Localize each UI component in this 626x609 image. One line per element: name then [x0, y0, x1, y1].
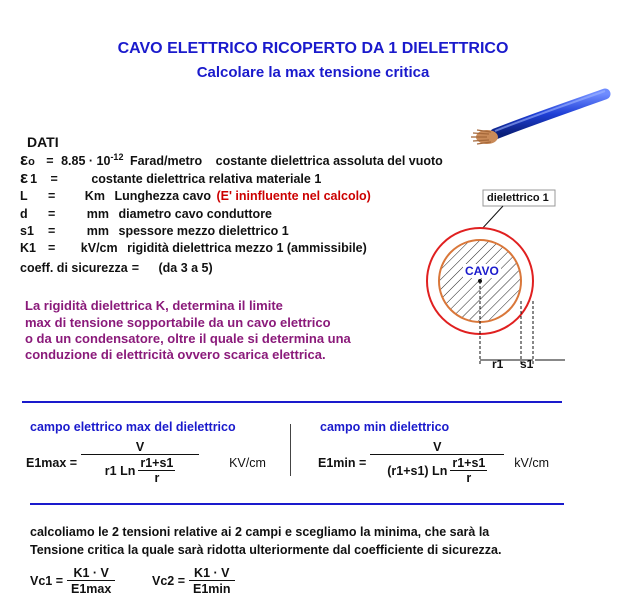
r1-label: r1 [492, 357, 504, 371]
campo-max-title: campo elettrico max del dielettrico [30, 420, 236, 434]
data-row-safety: coeff. di sicurezza = (da 3 a 5) [20, 261, 213, 275]
formula-e1max: E1max = V r1 Ln r1+s1 r KV/cm [26, 440, 266, 485]
s1-label: s1 [520, 357, 534, 371]
paragraph-line-4: conduzione di elettricità ovvero scarica elettrica. [25, 347, 326, 362]
formula-vc2: Vc2 = $\frac{K1 \cdot V}{E1\min}$ [152, 566, 235, 596]
formula-divider [290, 424, 291, 476]
data-row-length: L = Km Lunghezza cavo (E' ininfluente nel calcolo) [20, 189, 371, 203]
separator-bottom [30, 503, 564, 505]
paragraph-line-1: La rigidità dielettrica K, determina il limite [25, 298, 283, 313]
core-label: CAVO [465, 264, 499, 278]
cable-cross-section-diagram [415, 186, 565, 378]
cable-image [465, 82, 615, 152]
formula-vc1: Vc1 = $\frac{K1 \cdot V}{E1\max}$ [30, 566, 115, 596]
separator-top [22, 401, 562, 403]
paragraph-line-2: max di tensione sopportabile da un cavo elettrico [25, 315, 331, 330]
page-title: CAVO ELETTRICO RICOPERTO DA 1 DIELETTRICO [117, 40, 509, 57]
data-row-thickness: s1 = mm spessore mezzo dielettrico 1 [20, 224, 289, 238]
paragraph-line-3: o da un condensatore, oltre il quale si determina una [25, 331, 351, 346]
data-row-diameter: d = mm diametro cavo conduttore [20, 207, 273, 221]
dielectric-label: dielettrico 1 [487, 192, 549, 204]
campo-min-title: campo min dielettrico [320, 420, 450, 434]
conclusion-line-2: Tensione critica la quale sarà ridotta ulteriormente dal coefficiente di sicurezza. [30, 543, 502, 557]
formula-e1min: E1min = V (r1+s1) Ln r1+s1 r kV/cm [318, 440, 550, 485]
data-row-epsilon0: $\varepsilon o = 8.85 \cdot 10^{-12}$ Farad/metro costante dielettrica assoluta del vuoto [20, 150, 443, 169]
page-subtitle: Calcolare la max tensione critica [196, 64, 430, 81]
data-row-rigidity: K1 = kV/cm rigidità dielettrica mezzo 1 (ammissibile) [20, 241, 367, 255]
data-section-label: DATI [27, 134, 59, 150]
data-row-epsilon1: ε 1 = costante dielettrica relativa materiale 1 [20, 168, 322, 187]
conclusion-line-1: calcoliamo le 2 tensioni relative ai 2 campi e scegliamo la minima, che sarà la [30, 525, 490, 539]
